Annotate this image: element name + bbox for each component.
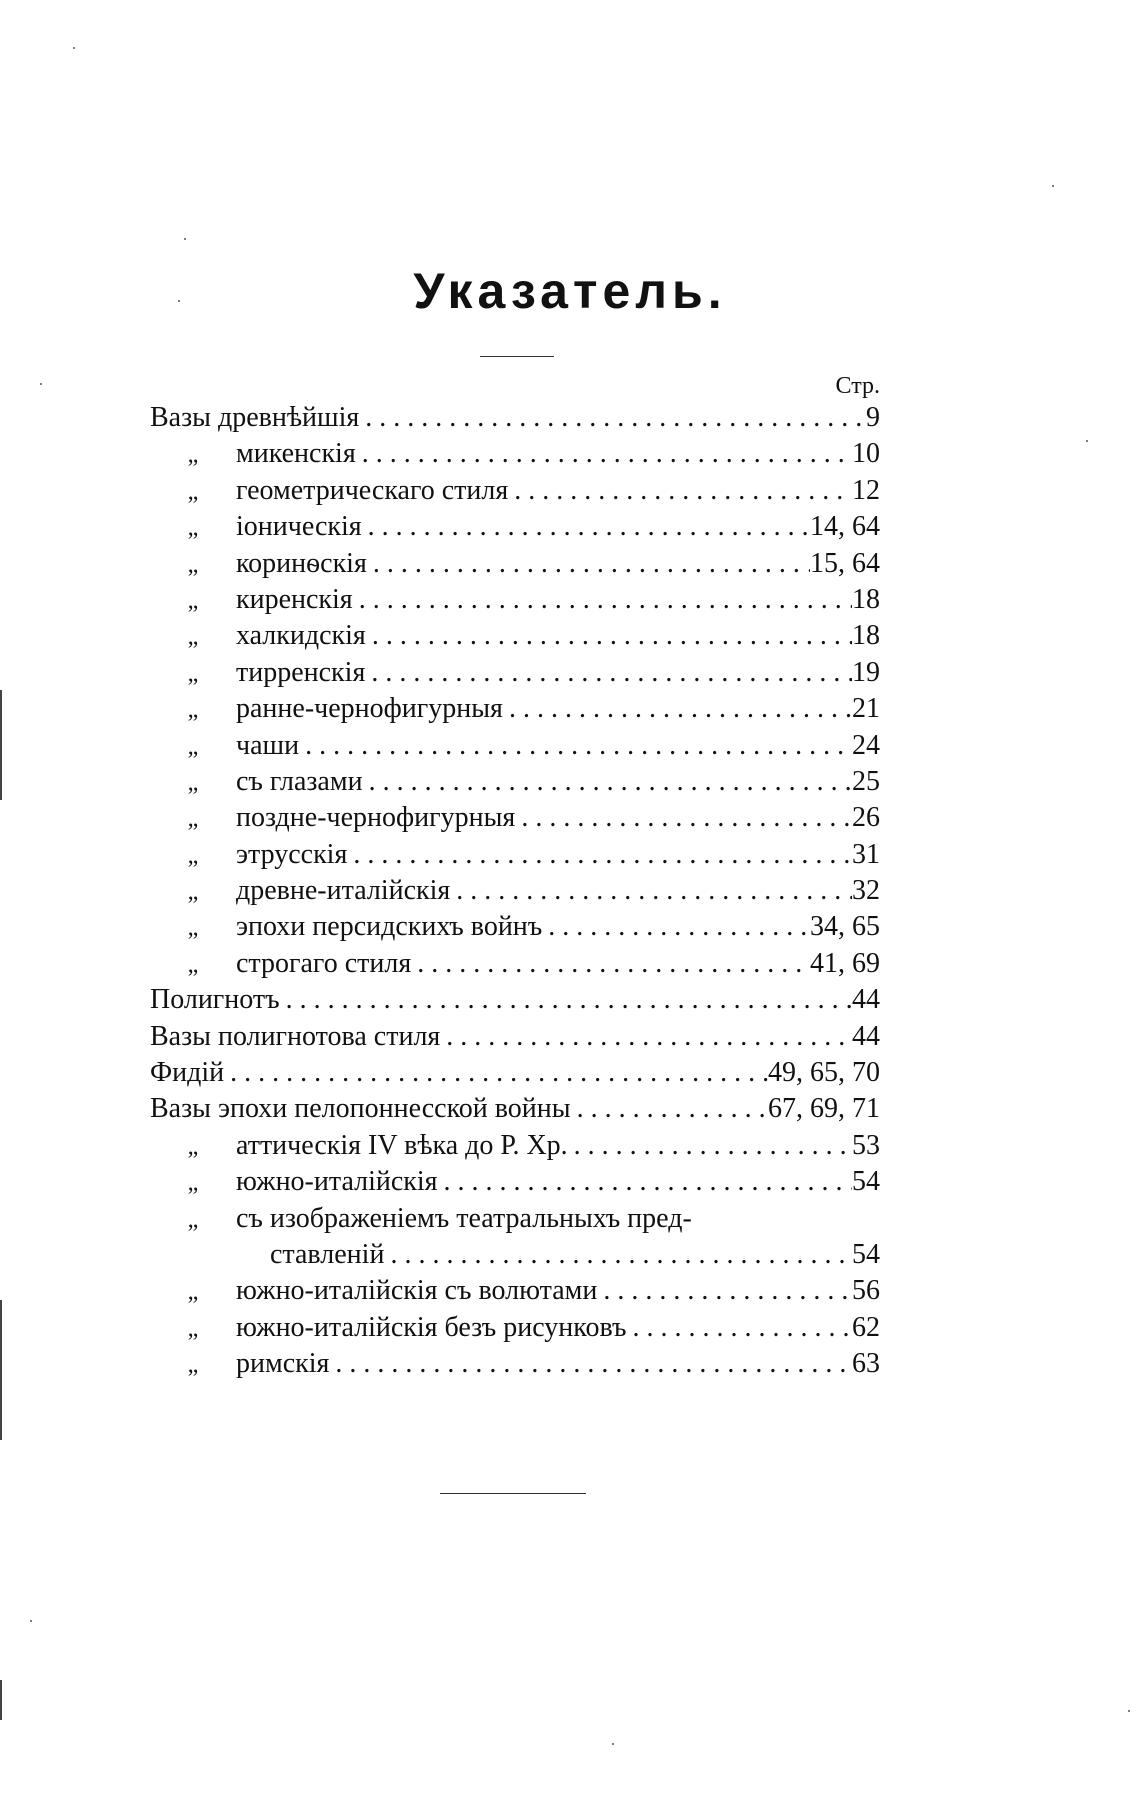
entry-pages: 56 <box>852 1275 880 1307</box>
entry-pages: 32 <box>852 875 880 907</box>
entry-label: южно-италійскія съ волютами <box>236 1275 598 1307</box>
entry-pages: 63 <box>852 1348 880 1380</box>
dot-leader <box>384 1237 852 1273</box>
ditto-mark: „ <box>187 442 199 469</box>
scan-speck <box>1086 440 1088 442</box>
index-entry <box>150 1273 880 1309</box>
index-entry <box>150 909 880 945</box>
entry-label: ставленій <box>270 1238 385 1270</box>
entry-pages: 12 <box>852 474 880 506</box>
entry-label: киренскія <box>236 583 353 615</box>
scan-speck <box>40 383 42 385</box>
ditto-mark: „ <box>187 915 199 942</box>
index-entry <box>150 873 880 909</box>
index-entry <box>150 436 880 472</box>
entry-pages: 24 <box>852 729 880 761</box>
entry-label: геометрическаго стиля <box>236 474 509 506</box>
entry-pages: 54 <box>852 1166 880 1198</box>
entry-label: римскія <box>236 1348 330 1380</box>
dot-leader <box>503 691 852 727</box>
entry-pages: 9 <box>866 402 880 433</box>
entry-pages: 31 <box>852 838 880 870</box>
index-entry <box>150 582 880 618</box>
entry-label: коринѳскія <box>236 547 367 579</box>
entry-label: поздне-чернофигурныя <box>236 802 516 834</box>
index-entry <box>150 655 880 691</box>
index-entry <box>150 400 880 436</box>
entry-pages: 26 <box>852 802 880 834</box>
entry-pages: 67, 69, 71 <box>768 1093 880 1125</box>
entry-label: микенскія <box>236 438 356 470</box>
entry-label: южно-италійскія <box>236 1166 438 1198</box>
index-entry <box>150 1164 880 1200</box>
ditto-mark: „ <box>187 515 199 542</box>
entry-label: этрусскія <box>236 838 348 870</box>
entry-label: Полигнотъ <box>150 984 280 1016</box>
index-entry <box>150 618 880 654</box>
entry-pages: 34, 65 <box>810 911 880 943</box>
entry-pages: 49, 65, 70 <box>768 1057 880 1089</box>
ditto-mark: „ <box>187 733 199 760</box>
dot-leader <box>450 873 852 909</box>
index-entry <box>150 473 880 509</box>
ditto-mark: „ <box>187 1315 199 1342</box>
ditto-mark: „ <box>187 842 199 869</box>
index-entry <box>150 837 880 873</box>
entry-label: съ изображеніемъ театральныхъ пред- <box>236 1202 692 1234</box>
ditto-mark: „ <box>187 951 199 978</box>
entry-label: іоническія <box>236 511 362 543</box>
entry-pages: 18 <box>852 583 880 615</box>
entry-pages: 15, 64 <box>810 547 880 579</box>
dot-leader <box>626 1310 852 1346</box>
dot-leader <box>438 1164 852 1200</box>
entry-pages: 62 <box>852 1311 880 1343</box>
ditto-mark: „ <box>187 1133 199 1160</box>
entry-pages: 53 <box>852 1129 880 1161</box>
dot-leader <box>440 1019 852 1055</box>
entry-pages: 18 <box>852 620 880 652</box>
index-entry <box>150 1128 880 1164</box>
index-entry <box>150 1091 880 1127</box>
entry-label: строгаго стиля <box>236 947 412 979</box>
index-entry <box>150 1201 880 1237</box>
scan-speck <box>184 238 186 240</box>
dot-leader <box>568 1128 852 1164</box>
entry-label: древне-италійскія <box>236 875 451 907</box>
scan-speck <box>178 300 180 302</box>
index-entry <box>150 509 880 545</box>
dot-leader <box>224 1055 768 1091</box>
dot-leader <box>280 982 852 1018</box>
entry-label: Вазы полигнотова стиля <box>150 1020 441 1052</box>
entry-label: южно-италійскія безъ рисунковъ <box>236 1311 627 1343</box>
scan-speck <box>30 1620 32 1622</box>
end-divider <box>440 1493 586 1494</box>
entry-pages: 21 <box>852 693 880 725</box>
entry-label: съ глазами <box>236 765 363 797</box>
entry-pages: 54 <box>852 1238 880 1270</box>
dot-leader <box>366 618 852 654</box>
ditto-mark: „ <box>187 660 199 687</box>
entry-label: аттическія IV вѣка до Р. Хр. <box>236 1129 568 1161</box>
dot-leader <box>515 800 852 836</box>
dot-leader <box>571 1091 768 1127</box>
ditto-mark: „ <box>187 806 199 833</box>
scan-speck <box>1128 1710 1130 1712</box>
index-entry <box>150 1055 880 1091</box>
entry-label: Фидій <box>150 1057 225 1089</box>
index-entry <box>150 728 880 764</box>
scan-speck <box>612 1743 614 1745</box>
ditto-mark: „ <box>187 1170 199 1197</box>
ditto-mark: „ <box>187 1279 199 1306</box>
index-entry <box>150 546 880 582</box>
dot-leader <box>508 473 852 509</box>
entry-pages: 41, 69 <box>810 947 880 979</box>
index-entry-continuation <box>150 1237 880 1273</box>
dot-leader <box>542 909 810 945</box>
scan-edge <box>0 690 2 800</box>
ditto-mark: „ <box>187 879 199 906</box>
ditto-mark: „ <box>187 1352 199 1379</box>
page-title: Указатель. <box>413 263 727 319</box>
index-entry <box>150 1346 880 1382</box>
entry-label: Вазы древнѣйшія <box>150 402 360 433</box>
dot-leader <box>597 1273 852 1309</box>
scan-speck <box>73 47 75 49</box>
index-entry <box>150 946 880 982</box>
entry-pages: 14, 64 <box>810 511 880 543</box>
entry-pages: 44 <box>852 1020 880 1052</box>
dot-leader <box>363 764 852 800</box>
entry-label: чаши <box>236 729 300 761</box>
entry-label: халкидскія <box>236 620 366 652</box>
index-entry <box>150 1019 880 1055</box>
entry-label: Вазы эпохи пелопоннесской войны <box>150 1093 571 1125</box>
dot-leader <box>365 655 852 691</box>
ditto-mark: „ <box>187 697 199 724</box>
entry-pages: 25 <box>852 765 880 797</box>
entry-pages: 44 <box>852 984 880 1016</box>
entry-label: ранне-чернофигурныя <box>236 693 503 725</box>
title-divider <box>480 356 554 357</box>
entry-pages: 19 <box>852 656 880 688</box>
entry-label: эпохи персидскихъ войнъ <box>236 911 543 943</box>
scan-speck <box>1052 185 1054 187</box>
dot-leader <box>329 1346 852 1382</box>
dot-leader <box>353 582 852 618</box>
ditto-mark: „ <box>187 587 199 614</box>
dot-leader <box>367 546 810 582</box>
ditto-mark: „ <box>187 624 199 651</box>
index-entry <box>150 1310 880 1346</box>
dot-leader <box>359 400 866 436</box>
index-entry <box>150 800 880 836</box>
dot-leader <box>356 436 852 472</box>
dot-leader <box>347 837 852 873</box>
scan-edge <box>0 1300 2 1440</box>
dot-leader <box>299 728 852 764</box>
index-entry <box>150 982 880 1018</box>
index-entry <box>150 691 880 727</box>
dot-leader <box>362 509 810 545</box>
ditto-mark: „ <box>187 478 199 505</box>
ditto-mark: „ <box>187 769 199 796</box>
page-column-label: Стр. <box>835 373 880 399</box>
ditto-mark: „ <box>187 1206 199 1233</box>
entry-label: тирренскія <box>236 656 366 688</box>
index-entry <box>150 764 880 800</box>
ditto-mark: „ <box>187 551 199 578</box>
dot-leader <box>411 946 810 982</box>
entry-pages: 10 <box>852 438 880 470</box>
scan-edge <box>0 1680 2 1720</box>
index-list <box>150 400 880 1383</box>
